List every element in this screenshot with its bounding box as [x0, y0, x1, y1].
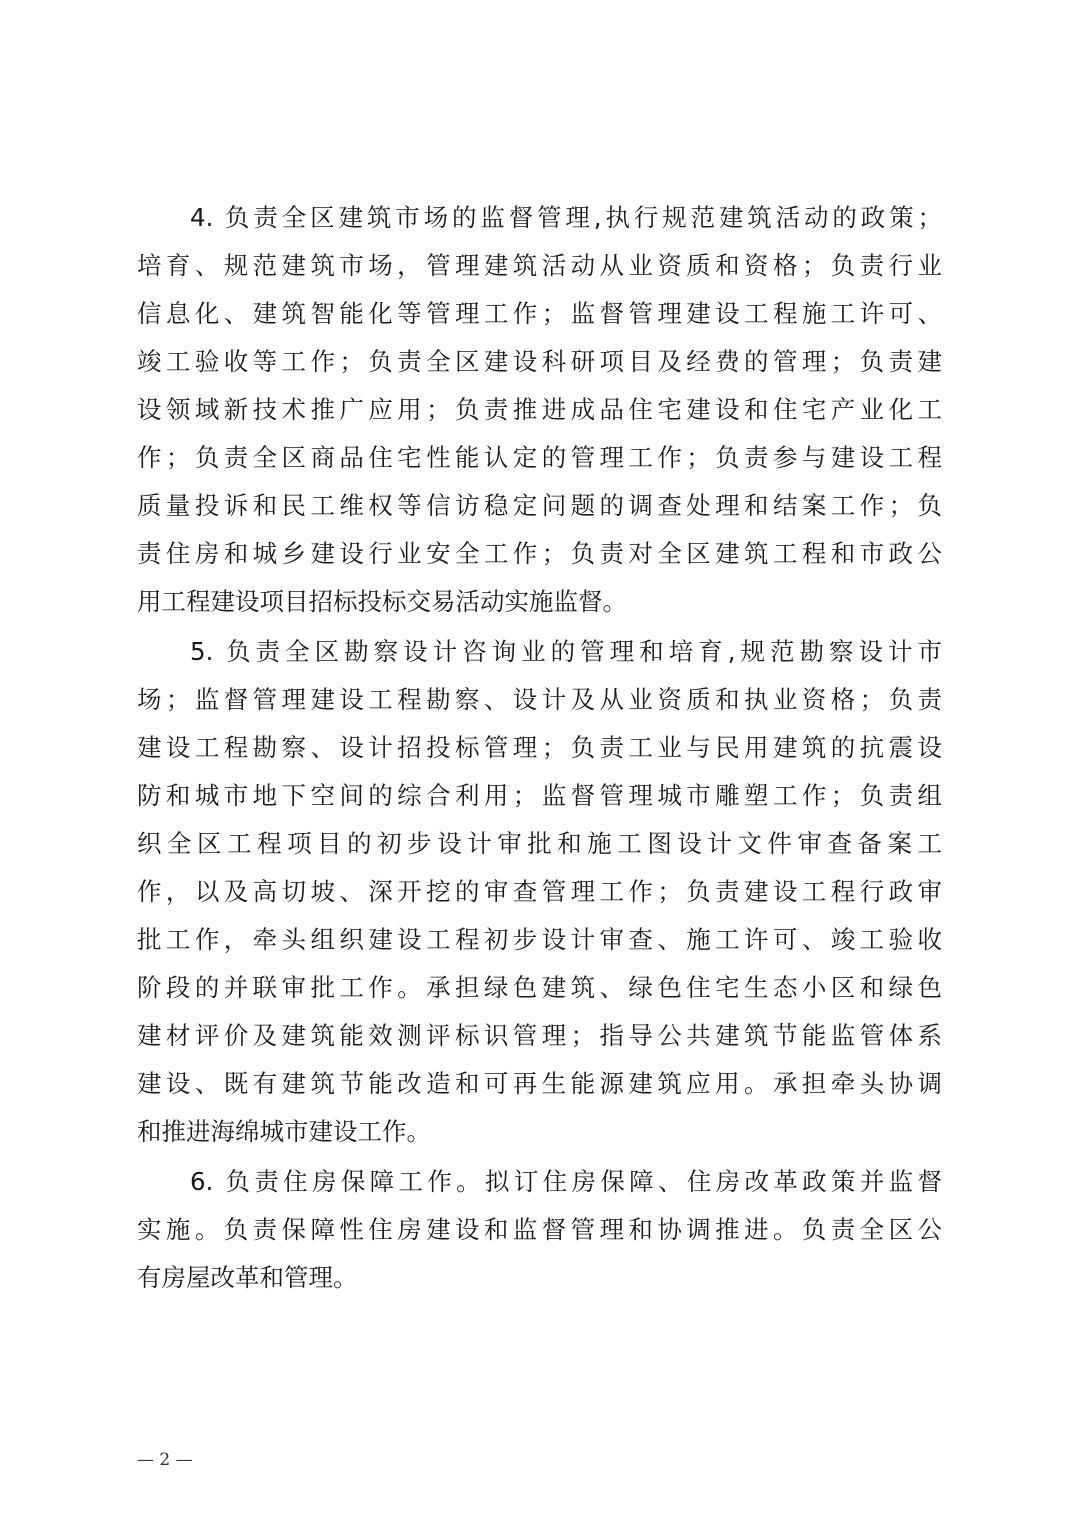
paragraph-5-line-2: 场；监督管理建设工程勘察、设计及从业资质和执业资格；负责 [137, 685, 942, 714]
paragraph-5-line-6: 作，以及高切坡、深开挖的审查管理工作；负责建设工程行政审 [137, 877, 942, 906]
paragraph-4-line-6: 作；负责全区商品住宅性能认定的管理工作；负责参与建设工程 [137, 443, 942, 472]
paragraph-4-line-2: 培育、规范建筑市场，管理建筑活动从业资质和资格；负责行业 [137, 251, 942, 280]
paragraph-4-line-4: 竣工验收等工作；负责全区建设科研项目及经费的管理；负责建 [137, 347, 942, 376]
page-number: — 2 — [137, 1450, 193, 1470]
paragraph-4-line-9: 用工程建设项目招标投标交易活动实施监督。 [137, 587, 627, 616]
paragraph-5-line-9: 建材评价及建筑能效测评标识管理；指导公共建筑节能监管体系 [137, 1021, 942, 1050]
paragraph-4-line-5: 设领域新技术推广应用；负责推进成品住宅建设和住宅产业化工 [137, 395, 942, 424]
paragraph-5-line-7: 批工作，牵头组织建设工程初步设计审查、施工许可、竣工验收 [137, 925, 942, 954]
paragraph-5-line-5: 织全区工程项目的初步设计审批和施工图设计文件审查备案工 [137, 829, 942, 858]
paragraph-5-line-3: 建设工程勘察、设计招投标管理；负责工业与民用建筑的抗震设 [137, 733, 942, 762]
paragraph-4-line-1: 4. 负责全区建筑市场的监督管理,执行规范建筑活动的政策； [190, 203, 942, 232]
paragraph-5-line-8: 阶段的并联审批工作。承担绿色建筑、绿色住宅生态小区和绿色 [137, 973, 942, 1002]
paragraph-4-line-8: 责住房和城乡建设行业安全工作；负责对全区建筑工程和市政公 [137, 539, 942, 568]
paragraph-4-line-3: 信息化、建筑智能化等管理工作；监督管理建设工程施工许可、 [137, 299, 942, 328]
paragraph-4-line-7: 质量投诉和民工维权等信访稳定问题的调查处理和结案工作；负 [137, 491, 942, 520]
paragraph-5-line-4: 防和城市地下空间的综合利用；监督管理城市雕塑工作；负责组 [137, 781, 942, 810]
paragraph-5-line-1: 5. 负责全区勘察设计咨询业的管理和培育,规范勘察设计市 [190, 637, 942, 666]
paragraph-5-line-10: 建设、既有建筑节能改造和可再生能源建筑应用。承担牵头协调 [137, 1069, 942, 1098]
paragraph-6-line-3: 有房屋改革和管理。 [137, 1263, 358, 1292]
paragraph-6-line-1: 6. 负责住房保障工作。拟订住房保障、住房改革政策并监督 [190, 1167, 942, 1196]
paragraph-5-line-11: 和推进海绵城市建设工作。 [137, 1117, 431, 1146]
paragraph-6-line-2: 实施。负责保障性住房建设和监督管理和协调推进。负责全区公 [137, 1215, 942, 1244]
